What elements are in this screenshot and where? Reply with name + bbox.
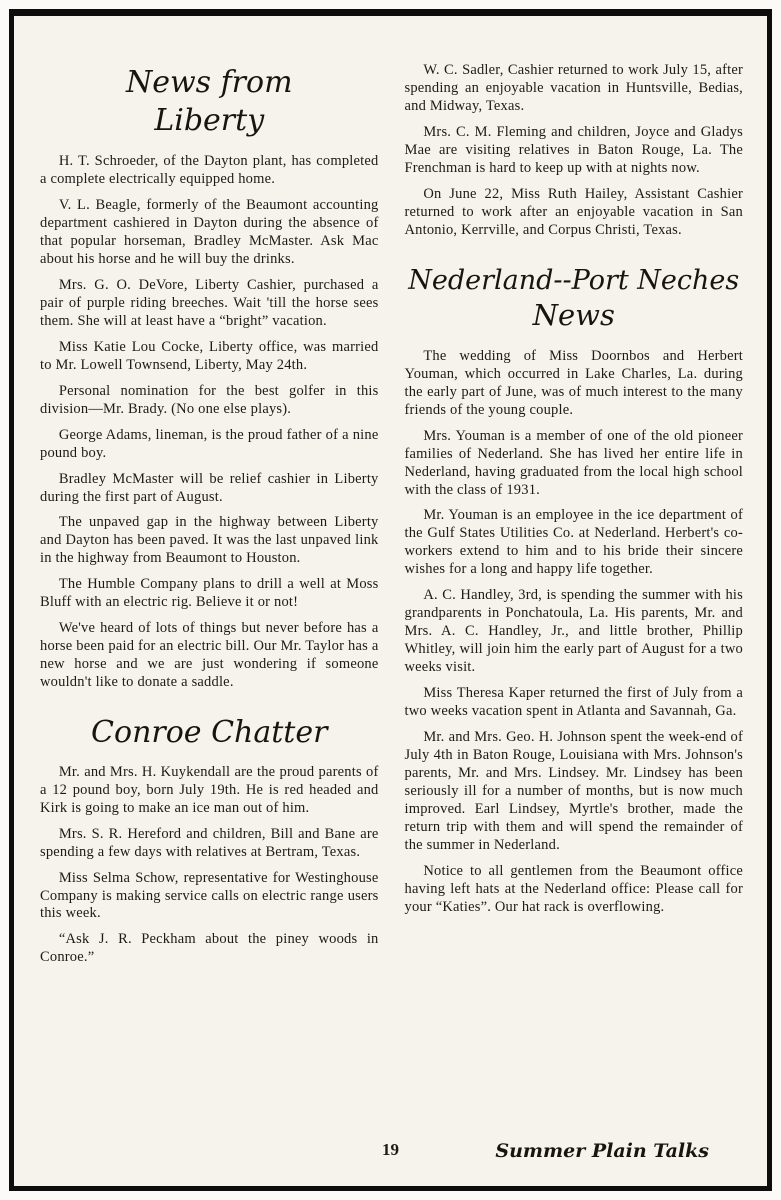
heading-line: News from [125, 65, 293, 100]
paragraph: Miss Selma Schow, representative for Westinghouse Company is making service calls on electric range users this week. [40, 869, 379, 922]
paragraph: “Ask J. R. Peckham about the piney woods in Conroe.” [40, 931, 379, 966]
two-column-layout [40, 62, 743, 975]
paragraph: Personal nomination for the best golfer in this division—Mr. Brady. (No one else plays). [40, 382, 379, 417]
paragraph: Miss Katie Lou Cocke, Liberty office, was married to Mr. Lowell Townsend, Liberty, May 24th. [40, 338, 379, 373]
paragraph: Mr. and Mrs. Geo. H. Johnson spent the week-end of July 4th in Baton Rouge, Louisiana with Mrs. Johnson's parents, Mr. and Mrs. Lindsey. Mr. Lindsey has been seriously ill for a number of months, but is now much improved. Earl Lindsey, Myrtle's brother, made the return trip with them and will spend the remainder of the summer in Nederland. [404, 729, 743, 853]
paragraph: Mrs. Youman is a member of one of the old pioneer families of Nederland. She has lived her entire life in Nederland, having graduated from the local high school with the class of 1931. [404, 427, 743, 498]
paragraph: Mrs. S. R. Hereford and children, Bill and Bane are spending a few days with relatives at Bertram, Texas. [40, 825, 379, 860]
heading-line: News [532, 298, 615, 333]
paragraph: On June 22, Miss Ruth Hailey, Assistant Cashier returned to work after an enjoyable vacation in San Antonio, Kerrville, and Corpus Christi, Texas. [404, 185, 743, 238]
paragraph: The wedding of Miss Doornbos and Herbert Youman, which occurred in Lake Charles, La. during the early part of June, was of much interest to the many friends of the young couple. [404, 347, 743, 418]
paragraph: H. T. Schroeder, of the Dayton plant, has completed a complete electrically equipped home. [40, 153, 379, 187]
paragraph: The Humble Company plans to drill a well at Moss Bluff with an electric rig. Believe it or not! [40, 576, 379, 611]
heading-line: Nederland--Port Neches [408, 264, 740, 296]
heading-line: Liberty [154, 102, 265, 138]
left-column [40, 62, 379, 975]
paragraph: A. C. Handley, 3rd, is spending the summer with his grandparents in Ponchatoula, La. His parents, Mr. and Mrs. A. C. Handley, Jr., and little brother, Phillip Whitley, will join him the early part of August for a two weeks visit. [404, 587, 743, 676]
page-content [14, 16, 767, 1186]
paragraph: Mr. Youman is an employee in the ice department of the Gulf States Utilities Co. at Nederland. Herbert's co-workers extend to him and to his bride their sincere wishes for a long and happy life together. [404, 507, 743, 578]
paragraph: The unpaved gap in the highway between Liberty and Dayton has been paved. It was the last unpaved link in the highway from Beaumont to Houston. [40, 514, 379, 567]
paragraph: V. L. Beagle, formerly of the Beaumont accounting department cashiered in Dayton during the absence of that popular horseman, Bradley McMaster. Ask Mac about his horse and he will buy the drinks. [40, 196, 379, 267]
paragraph: Mrs. G. O. DeVore, Liberty Cashier, purchased a pair of purple riding breeches. Wait 'till the horse sees them. She will at least have a “bright” vacation. [40, 276, 379, 329]
heading-line: Conroe Chatter [91, 715, 328, 751]
section-heading-conroe-chatter [40, 714, 379, 752]
paragraph: Miss Theresa Kaper returned the first of July from a two weeks vacation spent in Atlanta and Savannah, Ga. [404, 685, 743, 720]
page-frame [9, 9, 772, 1191]
section-heading-nederland-port-neches-news [405, 264, 744, 334]
page-number: 19 [382, 1140, 399, 1159]
paragraph: Mr. and Mrs. H. Kuykendall are the proud parents of a 12 pound boy, born July 19th. He is red headed and Kirk is going to make an ice man out of him. [40, 763, 379, 816]
paragraph: Mrs. C. M. Fleming and children, Joyce and Gladys Mae are visiting relatives in Baton Rouge, La. The Frenchman is hard to keep up with at nights now. [404, 123, 743, 176]
section-heading-news-from-liberty [40, 64, 379, 139]
paragraph: George Adams, lineman, is the proud father of a nine pound boy. [40, 426, 379, 461]
paragraph: W. C. Sadler, Cashier returned to work July 15, after spending an enjoyable vacation in Huntsville, Bedias, and Midway, Texas. [404, 62, 743, 114]
paragraph: We've heard of lots of things but never before has a horse been paid for an electric bill. Our Mr. Taylor has a new horse and we are just wondering if someone wouldn't like to donate a saddle. [40, 620, 379, 691]
page-footer [14, 1140, 767, 1166]
paragraph: Notice to all gentlemen from the Beaumont office having left hats at the Nederland office: Please call for your “Katies”. Our hat rack is overflowing. [404, 862, 743, 915]
right-column [405, 62, 744, 975]
paragraph: Bradley McMaster will be relief cashier in Liberty during the first part of August. [40, 470, 379, 505]
publication-title: Summer Plain Talks [495, 1140, 709, 1162]
